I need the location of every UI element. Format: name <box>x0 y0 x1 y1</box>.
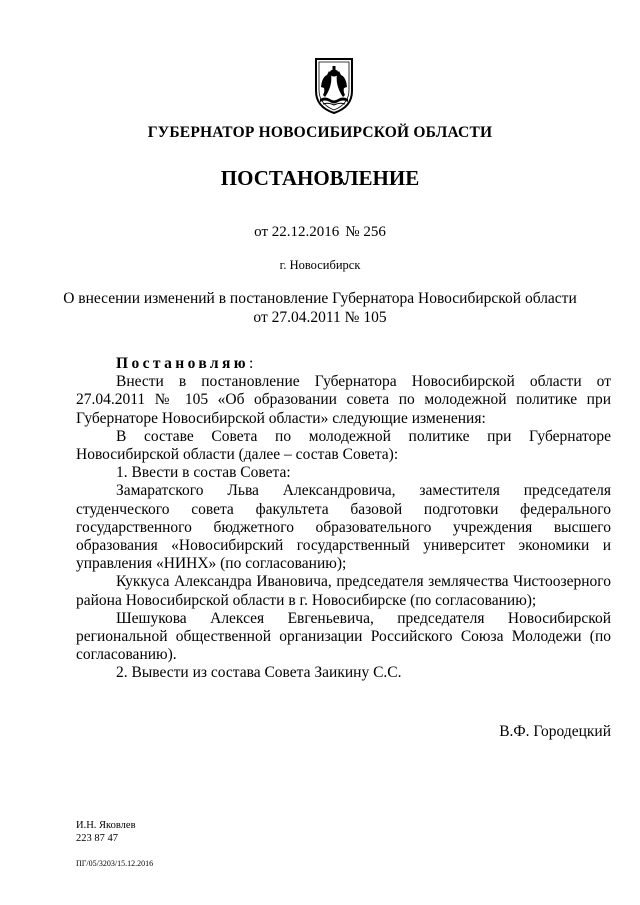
document-city: г. Новосибирск <box>279 258 361 272</box>
document-number: № 256 <box>345 224 386 240</box>
body-paragraph-7: 2. Вывести из состава Совета Заикину С.С. <box>116 664 402 682</box>
signatory-name: В.Ф. Городецкий <box>499 723 611 740</box>
body-paragraph-2: В составе Совета по молодежной политике при Губернаторе Новосибирской области (далее – состав Совета): <box>76 427 611 464</box>
executor-name: И.Н. Яковлев <box>76 820 136 831</box>
document-subject <box>0 289 640 327</box>
document-date-number <box>0 224 640 241</box>
body-paragraph-1: Внести в постановление Губернатора Новосибирской области от 27.04.2011 № 105 «Об образовании совета по молодежной политике при Губернаторе Новосибирской области» следующие изменения: <box>76 373 611 427</box>
decree-colon: : <box>249 355 254 372</box>
novosibirsk-coat-of-arms-icon <box>313 57 355 115</box>
document-type: ПОСТАНОВЛЕНИЕ <box>220 166 420 190</box>
registration-number: ПГ/05/3203/15.12.2016 <box>76 859 154 868</box>
document-date: от 22.12.2016 <box>254 224 340 240</box>
decree-heading <box>76 355 611 373</box>
subject-line-2: от 27.04.2011 № 105 <box>253 309 387 326</box>
executor-phone: 223 87 47 <box>76 833 118 844</box>
subject-line-1: О внесении изменений в постановление Губернатора Новосибирской области <box>63 290 577 307</box>
decree-word: Постановляю <box>116 355 250 372</box>
body-paragraph-5: Куккуса Александра Ивановича, председателя землячества Чистоозерного района Новосибирской области в г. Новосибирске (по согласованию); <box>76 573 611 609</box>
document-body <box>76 355 611 683</box>
body-paragraph-4: Замаратского Льва Александровича, заместителя председателя студенческого совета факультета базовой подготовки федерального государственного бюджетного образовательного учреждения высшего образования «Новосибирский государственный университет экономики и управления «НИНХ» (по согласованию); <box>76 482 611 573</box>
body-paragraph-6: Шешукова Алексея Евгеньевича, председателя Новосибирской региональной общественной организации Российского Союза Молодежи (по согласованию). <box>76 609 611 664</box>
executor-info <box>76 819 136 845</box>
org-title: ГУБЕРНАТОР НОВОСИБИРСКОЙ ОБЛАСТИ <box>147 124 493 141</box>
body-paragraph-3: 1. Ввести в состав Совета: <box>116 464 291 482</box>
